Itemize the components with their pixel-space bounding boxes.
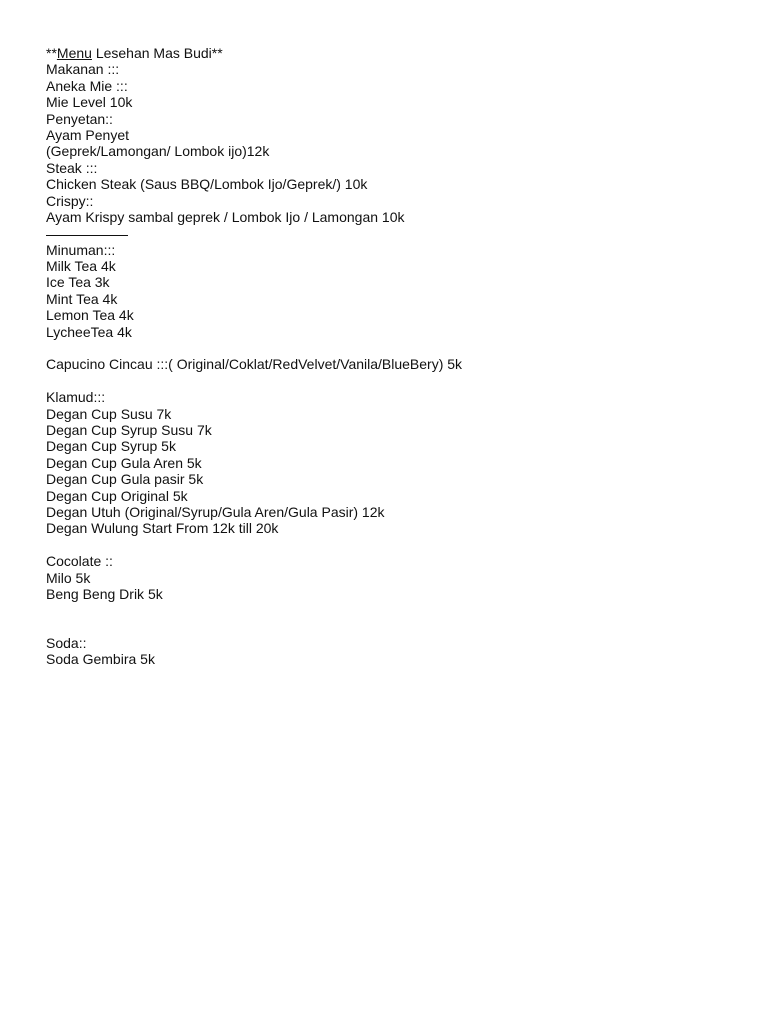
menu-line: Milk Tea 4k (46, 258, 116, 275)
section-heading-cocolate: Cocolate :: (46, 553, 113, 570)
menu-line-capucino: Capucino Cincau :::( Original/Coklat/RedVelvet/Vanila/BlueBery) 5k (46, 356, 463, 373)
blank-line (46, 373, 746, 389)
menu-line: Soda Gembira 5k (46, 651, 155, 668)
menu-line: LycheeTea 4k (46, 323, 132, 340)
menu-line: Chicken Steak (Saus BBQ/Lombok Ijo/Geprek/) 10k (46, 176, 368, 193)
title-prefix: ** (46, 45, 57, 61)
underline-rule (46, 235, 128, 236)
section-heading-soda: Soda:: (46, 635, 87, 652)
menu-line: Mie Level 10k (46, 94, 133, 111)
blank-line (46, 619, 746, 635)
menu-line: Milo 5k (46, 569, 91, 586)
menu-line: Degan Cup Gula pasir 5k (46, 471, 204, 488)
menu-line: Penyetan:: (46, 110, 113, 127)
menu-line: Lemon Tea 4k (46, 307, 134, 324)
menu-line: (Geprek/Lamongan/ Lombok ijo)12k (46, 143, 270, 160)
menu-line: Ayam Krispy sambal geprek / Lombok Ijo / Lamongan 10k (46, 208, 405, 225)
blank-line (46, 340, 746, 356)
menu-line: Steak ::: (46, 159, 98, 176)
section-heading-makanan: Makanan ::: (46, 61, 120, 78)
title-menu-word: Menu (56, 45, 92, 61)
menu-line: Degan Wulung Start From 12k till 20k (46, 520, 279, 537)
menu-line: Degan Cup Gula Aren 5k (46, 454, 202, 471)
section-heading-klamud: Klamud::: (46, 389, 106, 406)
section-heading-minuman: Minuman::: (46, 241, 116, 258)
menu-line: Ice Tea 3k (46, 274, 110, 291)
page-title (46, 45, 746, 61)
menu-text (46, 45, 746, 668)
title-rest: Lesehan Mas Budi** (91, 45, 223, 61)
menu-line: Beng Beng Drik 5k (46, 585, 163, 602)
menu-line: Degan Cup Syrup 5k (46, 438, 176, 455)
menu-line: Aneka Mie ::: (46, 77, 128, 94)
menu-line: Degan Cup Syrup Susu 7k (46, 421, 212, 438)
divider-line (46, 225, 746, 241)
menu-line: Crispy:: (46, 192, 94, 209)
blank-line (46, 602, 746, 618)
menu-line: Degan Cup Original 5k (46, 487, 188, 504)
menu-line: Degan Utuh (Original/Syrup/Gula Aren/Gula Pasir) 12k (46, 503, 385, 520)
menu-line: Degan Cup Susu 7k (46, 405, 172, 422)
blank-line (46, 537, 746, 553)
menu-line: Mint Tea 4k (46, 290, 118, 307)
menu-line: Ayam Penyet (46, 126, 130, 143)
